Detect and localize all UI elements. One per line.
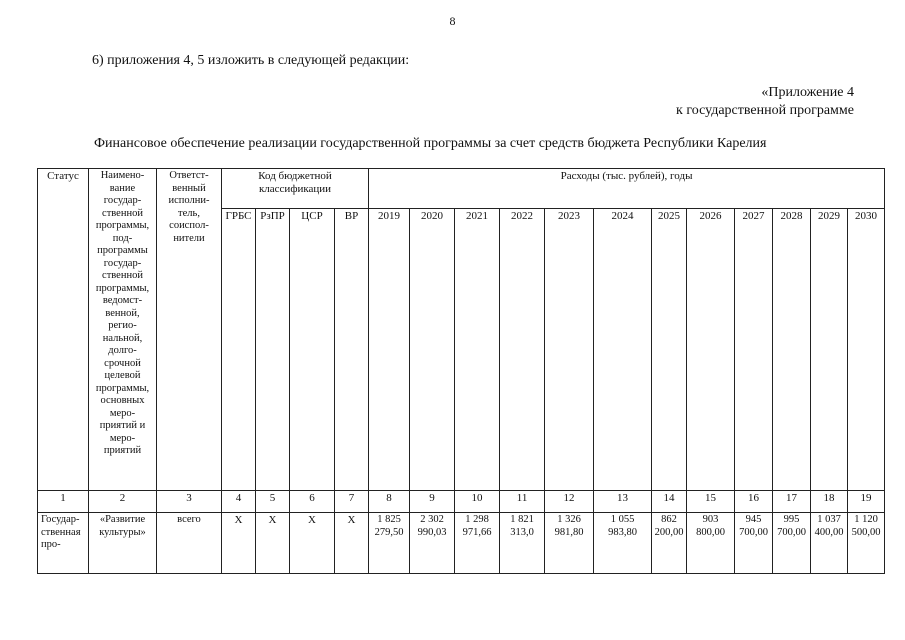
header-expenses: Расходы (тыс. рублей), годы [369,169,885,209]
header-code-grbs: ГРБС [222,209,256,491]
row-code-vr: Х [335,513,369,574]
header-year: 2024 [594,209,652,491]
column-number: 3 [157,491,222,513]
column-number: 7 [335,491,369,513]
column-number: 16 [735,491,773,513]
row-value-2029: 1 037 400,00 [811,513,848,574]
row-code-grbs: Х [222,513,256,574]
header-code-vr: ВР [335,209,369,491]
column-number: 5 [256,491,290,513]
row-value-2020: 2 302 990,03 [410,513,455,574]
column-number: 8 [369,491,410,513]
column-number: 6 [290,491,335,513]
column-number: 15 [687,491,735,513]
column-number: 11 [500,491,545,513]
header-year: 2030 [848,209,885,491]
header-year: 2027 [735,209,773,491]
column-number: 13 [594,491,652,513]
header-year: 2029 [811,209,848,491]
column-number: 12 [545,491,594,513]
row-code-csr: Х [290,513,335,574]
header-year: 2025 [652,209,687,491]
column-number: 18 [811,491,848,513]
instruction-text: 6) приложения 4, 5 изложить в следующей редакции: [92,53,410,68]
financing-table [37,168,885,574]
column-number: 9 [410,491,455,513]
column-number: 2 [89,491,157,513]
appendix-line-2: к государственной программе [676,103,854,118]
row-value-2019: 1 825 279,50 [369,513,410,574]
column-number: 14 [652,491,687,513]
table-title: Финансовое обеспечение реализации государственной программы за счет средств бюджета Республики Карелия [94,136,767,151]
appendix-caption [676,84,854,120]
header-year: 2026 [687,209,735,491]
column-number: 10 [455,491,500,513]
header-year: 2021 [455,209,500,491]
column-number: 1 [38,491,89,513]
row-executor: всего [157,513,222,574]
header-executor: Ответст- венный исполни- тель, соиспол- нители [157,169,222,491]
row-value-2023: 1 326 981,80 [545,513,594,574]
row-value-2027: 945 700,00 [735,513,773,574]
row-value-2028: 995 700,00 [773,513,811,574]
page-number: 8 [449,14,456,28]
row-value-2024: 1 055 983,80 [594,513,652,574]
row-code-rzpr: Х [256,513,290,574]
row-status: Государ- ственная про- [38,513,89,574]
header-year: 2023 [545,209,594,491]
column-number: 19 [848,491,885,513]
header-year: 2028 [773,209,811,491]
row-value-2021: 1 298 971,66 [455,513,500,574]
column-number-row [38,491,885,513]
row-value-2022: 1 821 313,0 [500,513,545,574]
row-value-2030: 1 120 500,00 [848,513,885,574]
row-value-2026: 903 800,00 [687,513,735,574]
table-row [38,513,885,574]
row-value-2025: 862 200,00 [652,513,687,574]
column-number: 17 [773,491,811,513]
header-code-csr: ЦСР [290,209,335,491]
header-year: 2022 [500,209,545,491]
header-year: 2020 [410,209,455,491]
header-row-1 [38,169,885,209]
header-code-rzpr: РзПР [256,209,290,491]
header-budget-code: Код бюджетной классификации [222,169,369,209]
header-year: 2019 [369,209,410,491]
row-program-name: «Развитие культуры» [89,513,157,574]
column-number: 4 [222,491,256,513]
header-program-name: Наимено- вание государ- ственной программы, под- программы государ- ственной программы, ведомст- венной, регио- нальной, долго- срочной целевой программы, основных меро- приятий и меро- приятий [89,169,157,491]
appendix-line-1: «Приложение 4 [761,85,854,100]
header-status: Статус [38,169,89,491]
